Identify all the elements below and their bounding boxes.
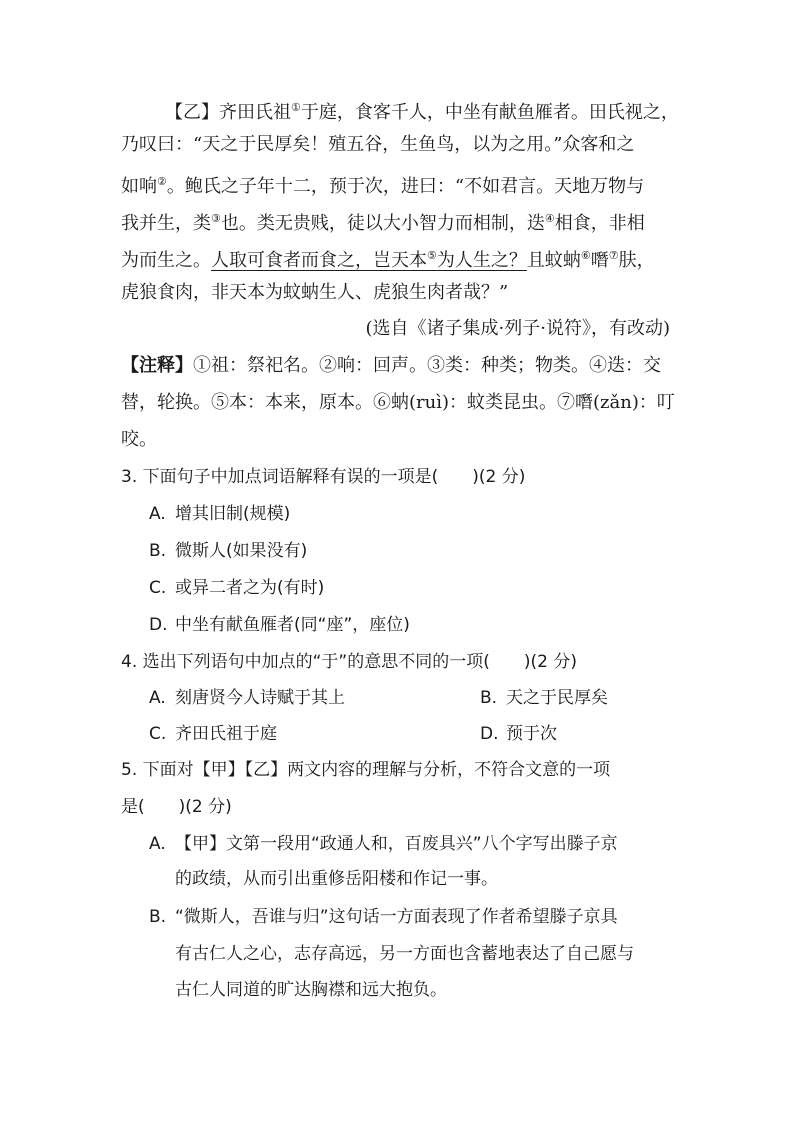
passage-text: 如响 xyxy=(121,176,157,197)
option-text: 增其旧制(规模) xyxy=(175,504,291,524)
q5-stem-line-2: 是( )(2 分) xyxy=(121,797,232,817)
passage-text: 为而生之。 xyxy=(121,250,211,271)
q4-option-b[interactable] xyxy=(480,686,608,710)
underlined-text: 人取可食者而食之，岂天本 xyxy=(211,250,427,271)
option-label: C. xyxy=(149,724,167,744)
passage-line-2: 乃叹曰：“天之于民厚矣！殖五谷，生鱼鸟，以为之用。”众客和之 xyxy=(121,134,635,155)
passage-line-5 xyxy=(121,244,655,273)
footnote-marker: ⑥ xyxy=(580,249,591,262)
q3-stem: 3. 下面句子中加点词语解释有误的一项是( )(2 分) xyxy=(121,467,526,487)
option-text: “微斯人，吾谁与归”这句话一方面表现了作者希望滕子京具 xyxy=(175,907,618,927)
option-label: C. xyxy=(149,578,167,598)
passage-text: 且蚊蚋 xyxy=(526,250,581,271)
passage-line-1 xyxy=(165,96,679,125)
footnote-marker: ⑦ xyxy=(608,249,619,262)
q4-stem: 4. 选出下列语句中加点的“于”的意思不同的一项( )(2 分) xyxy=(121,652,577,672)
q5-option-b-line-3: 古仁人同道的旷达胸襟和远大抱负。 xyxy=(175,980,447,1000)
footnote-marker: ② xyxy=(157,175,167,188)
passage-line-3 xyxy=(121,170,644,199)
option-label: B. xyxy=(480,688,498,708)
option-label: B. xyxy=(149,541,167,561)
option-text: 预于次 xyxy=(506,724,557,744)
footnote-marker: ① xyxy=(291,101,301,114)
notes-line-3: 咬。 xyxy=(121,429,157,450)
passage-text: 我并生，类 xyxy=(121,213,211,234)
option-text: 或异二者之为(有时) xyxy=(175,578,325,598)
passage-text: 。鲍氏之子年十二，预于次，进曰：“不如君言。天地万物与 xyxy=(166,176,645,197)
q4-option-c[interactable] xyxy=(149,722,277,746)
q5-option-a[interactable] xyxy=(149,832,618,856)
passage-line-4 xyxy=(121,207,645,236)
passage-text: 肤， xyxy=(618,250,655,271)
underlined-text: 为人生之？ xyxy=(436,250,527,271)
option-text: 天之于民厚矣 xyxy=(506,688,608,708)
footnote-marker: ③ xyxy=(211,212,221,225)
passage-source: (选自《诸子集成·列子·说符》，有改动) xyxy=(365,318,670,339)
option-text: 微斯人(如果没有) xyxy=(175,541,308,561)
q5-option-b-line-2: 有古仁人之心，志存高远，另一方面也含蓄地表达了自己愿与 xyxy=(175,944,634,964)
option-label: B. xyxy=(149,907,167,927)
q5-stem-line-1: 5. 下面对【甲】【乙】两文内容的理解与分析，不符合文意的一项 xyxy=(121,760,611,780)
notes-label: 【注释】 xyxy=(121,355,193,376)
option-label: A. xyxy=(149,688,166,708)
q4-option-a[interactable] xyxy=(149,686,345,710)
option-label: A. xyxy=(149,834,166,854)
notes-text: ①祖：祭祀名。②响：回声。③类：种类；物类。④迭：交 xyxy=(193,355,661,376)
notes-line-2: 替，轮换。⑤本：本来，原本。⑥蚋(ruì)：蚊类昆虫。⑦噆(zǎn)：叮 xyxy=(121,392,675,413)
passage-text: 于庭，食客千人，中坐有献鱼雁者。田氏视之， xyxy=(300,102,679,123)
option-label: D. xyxy=(480,724,499,744)
passage-text: 相食，非相 xyxy=(554,213,645,234)
passage-line-6: 虎狼食肉，非天本为蚊蚋生人、虎狼生肉者哉？” xyxy=(121,282,509,303)
passage-text: 噆 xyxy=(590,250,609,271)
passage-text: 也。类无贵贱，徒以大小智力而相制，迭 xyxy=(220,213,545,234)
option-text: 【甲】文第一段用“政通人和，百废具兴”八个字写出滕子京 xyxy=(175,834,618,854)
q5-option-a-line-2: 的政绩，从而引出重修岳阳楼和作记一事。 xyxy=(175,869,498,889)
q3-option-b[interactable] xyxy=(149,539,307,563)
q3-option-c[interactable] xyxy=(149,576,324,600)
option-text: 中坐有献鱼雁者(同“座”，座位) xyxy=(175,615,410,635)
q5-option-b[interactable] xyxy=(149,905,618,929)
q3-option-d[interactable] xyxy=(149,613,410,637)
passage-text: 【乙】齐田氏祖 xyxy=(165,102,291,123)
footnote-marker: ④ xyxy=(544,212,555,225)
option-text: 齐田氏祖于庭 xyxy=(175,724,277,744)
option-label: D. xyxy=(149,615,168,635)
option-label: A. xyxy=(149,504,166,524)
underlined-sentence xyxy=(211,250,527,271)
notes-line-1 xyxy=(121,354,661,378)
q4-option-d[interactable] xyxy=(480,722,557,746)
option-text: 刻唐贤今人诗赋于其上 xyxy=(175,688,345,708)
footnote-marker: ⑤ xyxy=(427,249,437,262)
q3-option-a[interactable] xyxy=(149,502,290,526)
